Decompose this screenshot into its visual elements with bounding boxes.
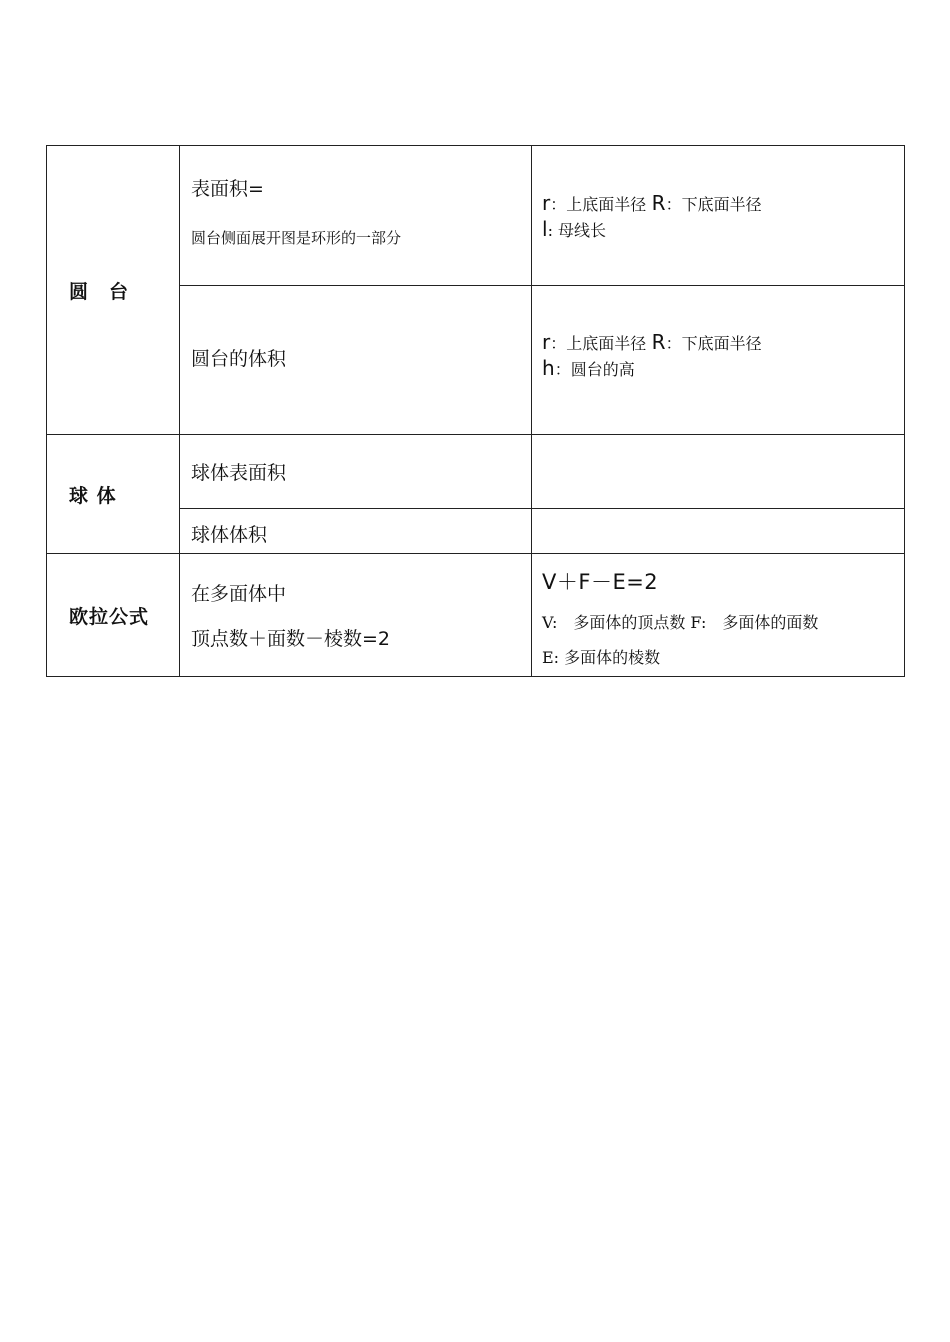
frustum-volume-vars <box>532 286 905 435</box>
sphere-volume-title: 球体体积 <box>191 524 268 546</box>
var-R-desc: ：下底面半径 <box>665 194 762 214</box>
sphere-label: 球 体 <box>47 435 180 554</box>
formula-table <box>46 145 905 677</box>
euler-equation: V＋F－E=2 <box>542 570 659 594</box>
var-R: R <box>651 330 666 354</box>
euler-desc1: V: 多面体的顶点数 F: 多面体的面数 <box>542 613 819 632</box>
var-r-desc: ：上底面半径 <box>550 194 647 214</box>
var-r: r <box>542 330 551 354</box>
frustum-surface-cell <box>180 146 532 286</box>
var-R: R <box>651 190 666 215</box>
frustum-volume-vars-line1 <box>542 330 904 354</box>
var-r: r <box>542 190 551 215</box>
frustum-volume-vars-line2 <box>542 356 904 380</box>
frustum-surface-title: 表面积= <box>191 178 264 200</box>
euler-row <box>47 554 905 677</box>
var-l-desc: : 母线长 <box>547 220 607 240</box>
sphere-volume-vars <box>532 509 905 554</box>
frustum-volume-title: 圆台的体积 <box>191 348 287 370</box>
var-h-desc: ：圆台的高 <box>554 360 635 379</box>
euler-formula-cell <box>532 554 905 677</box>
sphere-surface-title: 球体表面积 <box>191 462 287 484</box>
euler-label: 欧拉公式 <box>47 554 180 677</box>
sphere-surface-cell <box>180 435 532 509</box>
frustum-volume-cell <box>180 286 532 435</box>
var-l: l <box>542 216 548 241</box>
euler-desc2: E: 多面体的棱数 <box>542 648 661 667</box>
var-h: h <box>542 356 555 380</box>
frustum-surface-vars-line1 <box>542 191 904 215</box>
sphere-surface-vars <box>532 435 905 509</box>
sphere-surface-row <box>47 435 905 509</box>
euler-line1: 在多面体中 <box>191 583 287 605</box>
frustum-surface-vars <box>532 146 905 286</box>
var-R-desc: ：下底面半径 <box>665 334 762 353</box>
euler-statement-cell <box>180 554 532 677</box>
frustum-label: 圆 台 <box>47 146 180 435</box>
frustum-surface-vars-line2 <box>542 217 904 241</box>
var-r-desc: ：上底面半径 <box>550 334 647 353</box>
frustum-surface-row <box>47 146 905 286</box>
sphere-volume-cell <box>180 509 532 554</box>
frustum-surface-note: 圆台侧面展开图是环形的一部分 <box>191 229 402 247</box>
euler-line2: 顶点数＋面数－棱数=2 <box>191 628 391 650</box>
